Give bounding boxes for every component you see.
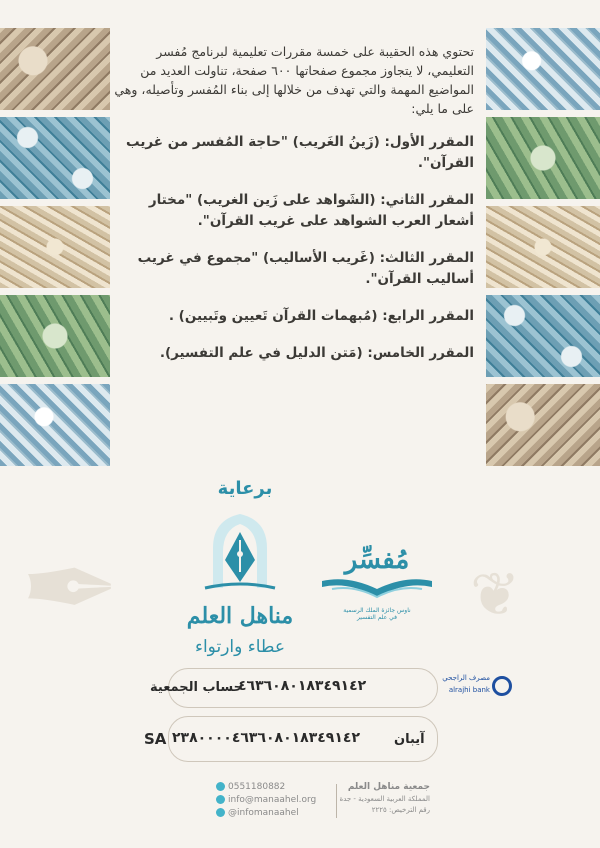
bank-name-ar: مصرف الراجحي — [442, 674, 490, 682]
org-name: جمعية مناهل العلم — [347, 782, 430, 792]
intro-paragraph: تحتوي هذه الحقيبة على خمسة مقررات تعليمية لبرنامج مُفسر التعليمي، لا يتجاوز مجموع صفحاتها ٦٠٠ صفحة، تناولت العديد من المواضيع المهمة والتي تهدف من خلالها إلى بناء المُفسر وتأصيله، وهي على ما يلي: — [114, 44, 474, 116]
pattern-tile — [0, 117, 110, 199]
manahel-slogan: عطاء وارتواء — [194, 637, 286, 657]
watermark-pen-logo: ✒ — [20, 520, 121, 659]
alrajhi-bank-logo — [442, 672, 516, 702]
email-address[interactable]: info@manaahel.org — [228, 795, 317, 805]
contact-info — [216, 782, 326, 818]
mufassir-subtitle-2: في علم التفسير — [356, 614, 398, 621]
course-description — [112, 42, 474, 380]
pattern-tile — [486, 117, 600, 199]
pattern-tile — [486, 384, 600, 466]
iban-number[interactable]: ٢٣٨٠٠٠٠٤٦٣٦٠٨٠١٨٣٤٩١٤٢ — [172, 730, 360, 746]
account-label: حساب الجمعية — [150, 680, 244, 695]
pattern-tile — [486, 28, 600, 110]
open-book-icon — [318, 575, 436, 601]
pattern-tile — [0, 384, 110, 466]
mufassir-logo — [318, 545, 436, 635]
iban-label: آيبان — [394, 732, 425, 747]
social-row — [216, 808, 326, 818]
course-item-3: المقرر الثالث: (غَريب الأساليب) "مجموع في غريب أساليب القرآن". — [137, 250, 474, 287]
course-item-1: المقرر الأول: (زَينُ الغَريب) "حاجة المُفسر من غريب القرآن". — [126, 134, 474, 171]
phone-row — [216, 782, 326, 792]
course-item-5: المقرر الخامس: (مَتن الدليل في علم التفسير). — [159, 345, 474, 361]
pattern-tile — [486, 295, 600, 377]
pattern-tile — [486, 206, 600, 288]
email-icon — [216, 795, 225, 804]
manahel-logo-text: مناهل العلم — [186, 603, 294, 629]
social-icon — [216, 808, 225, 817]
bank-name-en: alrajhi bank — [448, 686, 490, 694]
manahel-logo — [175, 510, 305, 660]
pattern-tile — [0, 28, 110, 110]
mufassir-subtitle-1: ناوس جائزة الملك الرسمية — [343, 607, 411, 614]
email-row — [216, 795, 326, 805]
pattern-tile — [0, 295, 110, 377]
social-handle[interactable]: @infomanaahel — [228, 808, 299, 818]
pen-nib-icon — [175, 510, 305, 595]
alrajhi-icon — [492, 676, 512, 696]
course-item-4: المقرر الرابع: (مُبهمات القرآن تَعيين وتَبيين) . — [168, 308, 474, 324]
course-item-2: المقرر الثاني: (الشَواهد على زَين الغريب) "مختار أشعار العرب الشواهد على غريب القرآن". — [148, 192, 474, 229]
iban-prefix: SA — [144, 730, 167, 748]
organization-info — [339, 782, 430, 814]
phone-icon — [216, 782, 225, 791]
org-location: المملكة العربية السعودية - جدة — [339, 795, 430, 803]
sponsor-title: برعاية — [217, 478, 273, 499]
org-license: رقم الترخيص: ٢٢٢٥ — [371, 806, 430, 814]
pattern-tile — [0, 206, 110, 288]
watermark-mufassir: ❦ — [470, 560, 521, 630]
phone-number[interactable]: 0551180882 — [228, 782, 286, 792]
mufassir-logo-text: مُفسِّر — [344, 545, 410, 575]
account-number[interactable]: ٤٦٣٦٠٨٠١٨٣٤٩١٤٢ — [238, 678, 367, 694]
footer-divider — [336, 784, 337, 818]
